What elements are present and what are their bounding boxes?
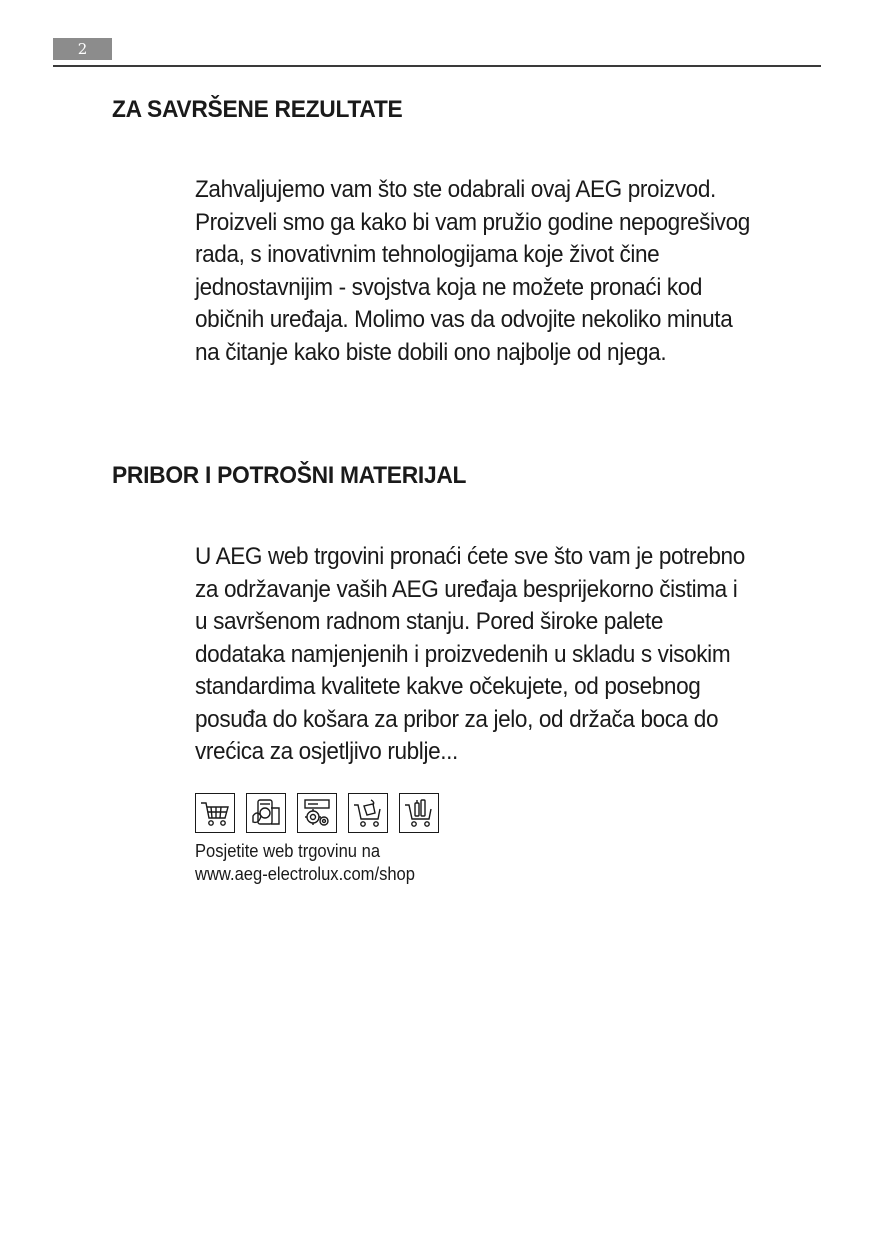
accessories-paragraph (195, 541, 797, 769)
paragraph-line: U AEG web trgovini pronaći ćete sve što vam je potrebno (195, 543, 745, 570)
shopping-cart-icon (195, 793, 235, 833)
paragraph-line: za održavanje vaših AEG uređaja besprijekorno čistima i (195, 575, 738, 603)
paragraph-line: dodataka namjenjenih i proizvedenih u skladu s visokim (195, 640, 731, 668)
page-number: 2 (53, 38, 112, 60)
paragraph-line: u savršenom radnom stanju. Pored široke palete (195, 608, 664, 635)
section-heading-results: ZA SAVRŠENE REZULTATE (112, 96, 403, 123)
header-divider (53, 65, 821, 67)
cart-accessories-icon (348, 793, 388, 833)
paragraph-line: Zahvaljujemo vam što ste odabrali ovaj AEG proizvod. (195, 176, 716, 203)
paragraph-line: vrećica za osjetljivo rublje... (195, 738, 458, 765)
appliance-parts-icon (297, 793, 337, 833)
shop-visit-text (195, 840, 415, 886)
paragraph-line: standardima kvalitete kakve očekujete, od posebnog (195, 673, 701, 700)
shop-visit-label: Posjetite web trgovinu na (195, 841, 381, 861)
paragraph-line: običnih uređaja. Molimo vas da odvojite nekoliko minuta (195, 306, 733, 333)
paragraph-line: posuđa do košara za pribor za jelo, od držača boca do (195, 705, 719, 733)
paragraph-line: na čitanje kako biste dobili ono najbolje od njega. (195, 338, 667, 366)
paragraph-line: jednostavnijim - svojstva koja ne možete pronaći kod (195, 273, 703, 301)
cart-bottles-icon (399, 793, 439, 833)
paragraph-line: Proizveli smo ga kako bi vam pružio godine nepogrešivog (195, 208, 750, 236)
paragraph-line: rada, s inovativnim tehnologijama koje život čine (195, 241, 660, 268)
shop-url-link[interactable]: www.aeg-electrolux.com/shop (195, 864, 415, 884)
shop-icons-row (195, 793, 439, 833)
cleaning-products-icon (246, 793, 286, 833)
intro-paragraph (195, 174, 797, 369)
section-heading-accessories: PRIBOR I POTROŠNI MATERIJAL (112, 462, 467, 489)
